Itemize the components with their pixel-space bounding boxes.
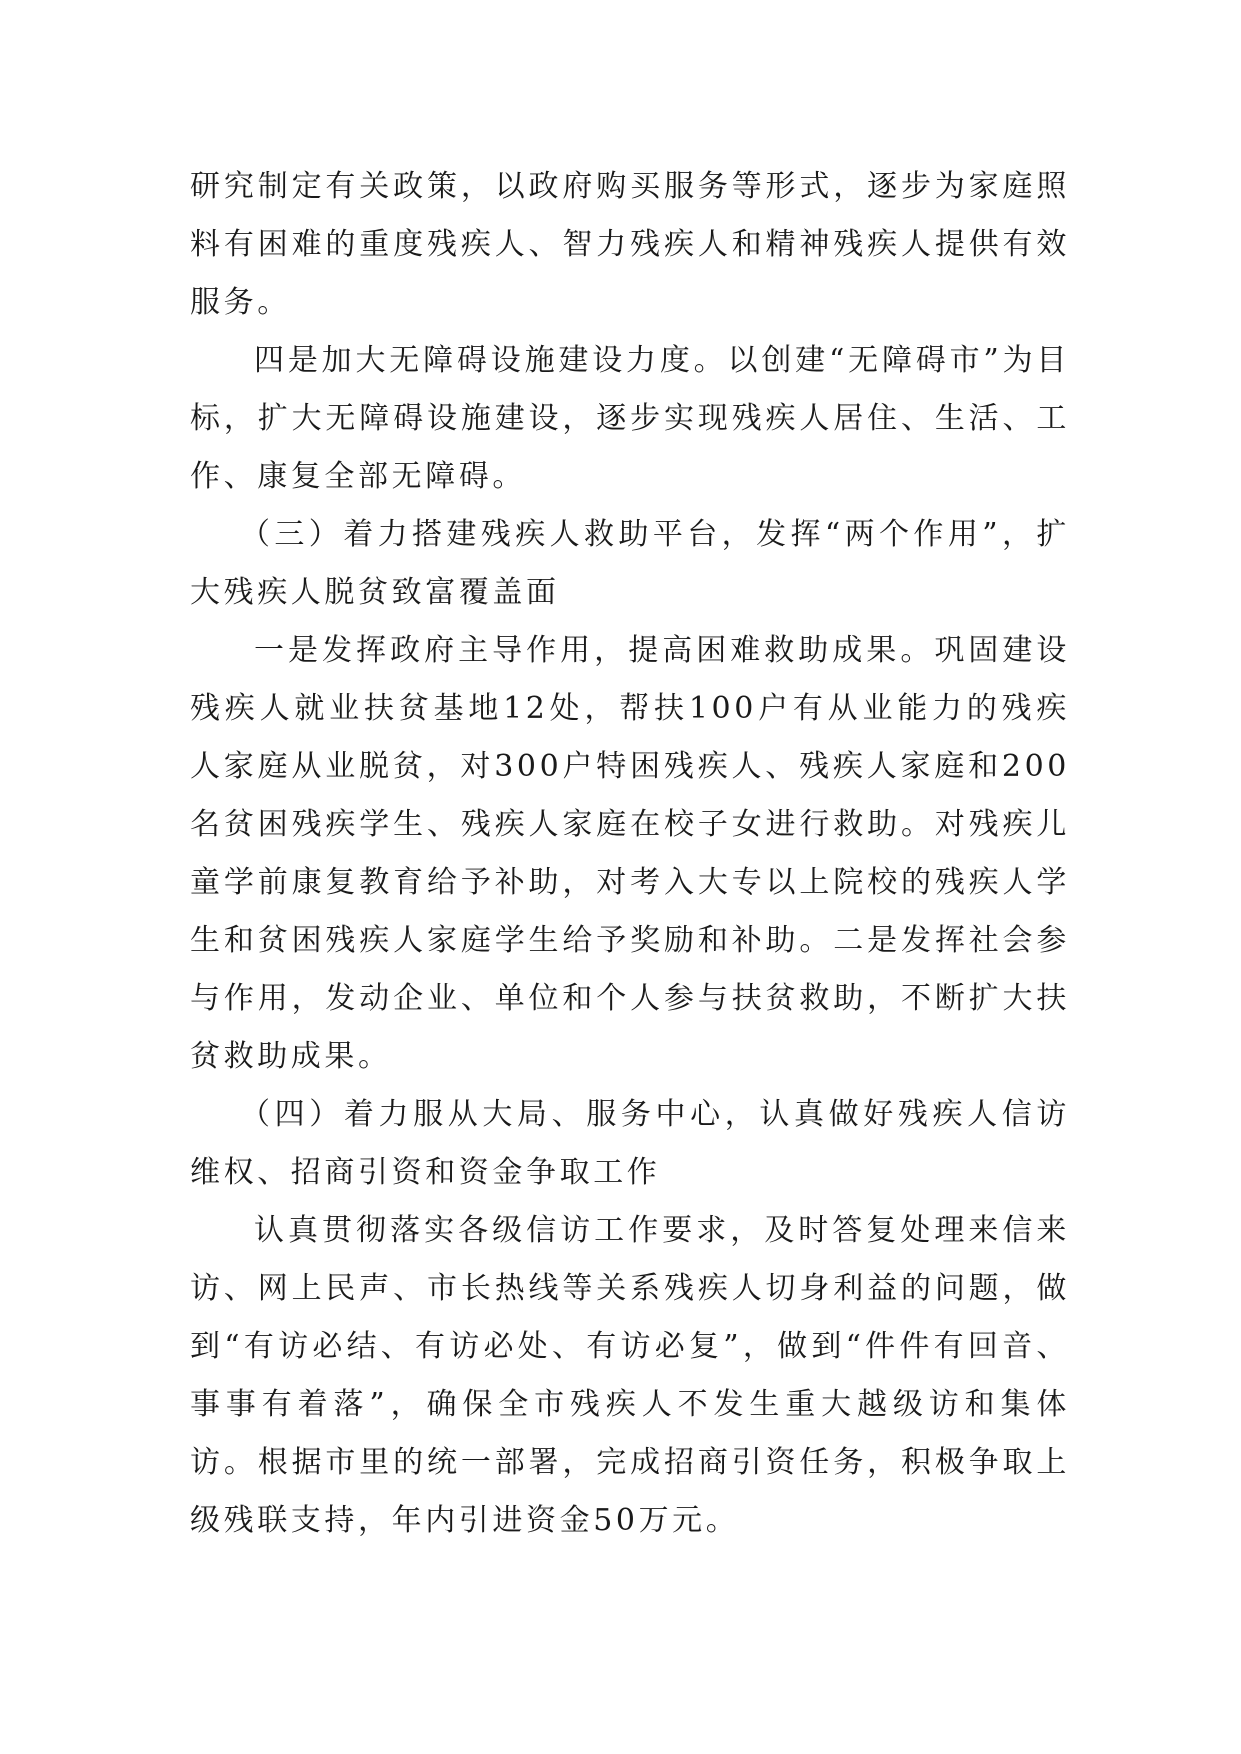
section-heading-3: （三）着力搭建残疾人救助平台，发挥“两个作用”，扩大残疾人脱贫致富覆盖面 bbox=[190, 517, 1070, 610]
paragraph-poverty-relief: 一是发挥政府主导作用，提高困难救助成果。巩固建设残疾人就业扶贫基地12处，帮扶100户有从业能力的残疾人家庭从业脱贫，对300户特困残疾人、残疾人家庭和200名贫困残疾学生、残疾人家庭在校子女进行救助。对残疾儿童学前康复教育给予补助，对考入大专以上院校的残疾人学生和贫困残疾人家庭学生给予奖励和补助。二是发挥社会参与作用，发动企业、单位和个人参与扶贫救助，不断扩大扶贫救助成果。 bbox=[190, 633, 1070, 1074]
paragraph-service-policy: 研究制定有关政策，以政府购买服务等形式，逐步为家庭照料有困难的重度残疾人、智力残疾人和精神残疾人提供有效服务。 bbox=[190, 169, 1070, 320]
section-heading-4: （四）着力服从大局、服务中心，认真做好残疾人信访维权、招商引资和资金争取工作 bbox=[190, 1097, 1070, 1190]
paragraph-barrier-free: 四是加大无障碍设施建设力度。以创建“无障碍市”为目标，扩大无障碍设施建设，逐步实现残疾人居住、生活、工作、康复全部无障碍。 bbox=[190, 343, 1070, 494]
document-body bbox=[190, 158, 1070, 1550]
paragraph-petitions: 认真贯彻落实各级信访工作要求，及时答复处理来信来访、网上民声、市长热线等关系残疾人切身利益的问题，做到“有访必结、有访必处、有访必复”，做到“件件有回音、事事有着落”，确保全市残疾人不发生重大越级访和集体访。根据市里的统一部署，完成招商引资任务，积极争取上级残联支持，年内引进资金50万元。 bbox=[190, 1213, 1070, 1538]
